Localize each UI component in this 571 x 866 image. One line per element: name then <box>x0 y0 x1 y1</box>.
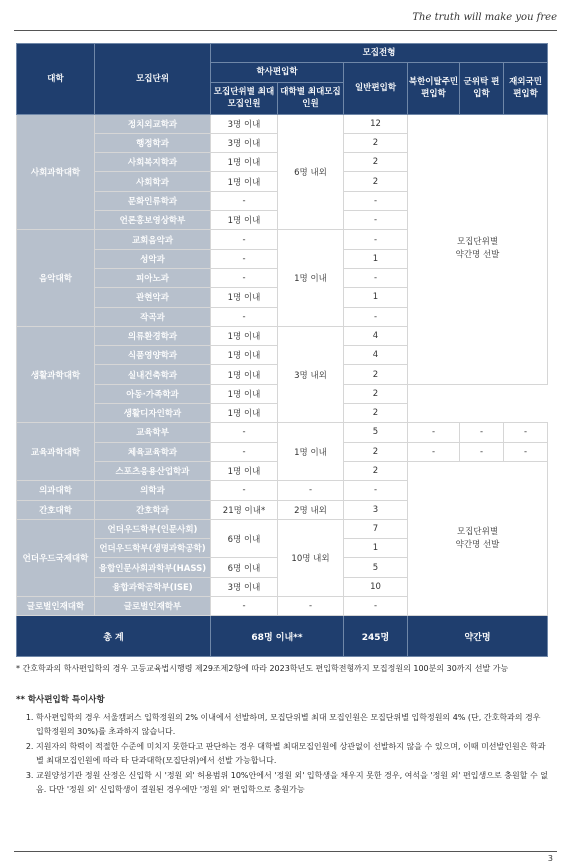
unit-max: 1명 이내 <box>211 211 278 230</box>
unit-max: 1명 이내 <box>211 326 278 345</box>
unit-name: 관현악과 <box>95 288 211 307</box>
motto: The truth will make you free <box>412 12 557 23</box>
unit-max: - <box>211 423 278 442</box>
general-count: 1 <box>344 539 408 558</box>
bottom-rule <box>14 851 557 852</box>
header-unit-max: 모집단위별 최대모집인원 <box>211 82 278 114</box>
note-list <box>16 711 549 796</box>
college-name: 간호대학 <box>17 500 95 519</box>
notes <box>16 662 549 798</box>
unit-name: 융합과학공학부(ISE) <box>95 577 211 596</box>
unit-max: - <box>211 481 278 500</box>
general-count: 5 <box>344 558 408 577</box>
unit-name: 식품영양학과 <box>95 346 211 365</box>
general-count: 2 <box>344 384 408 403</box>
general-count: 4 <box>344 326 408 345</box>
unit-max: 3명 이내 <box>211 114 278 133</box>
general-count: - <box>344 191 408 210</box>
college-max: 1명 이내 <box>278 423 344 481</box>
college-name: 글로벌인재대학 <box>17 597 95 616</box>
unit-name: 사회복지학과 <box>95 153 211 172</box>
unit-name: 교육학부 <box>95 423 211 442</box>
unit-name: 글로벌인재학부 <box>95 597 211 616</box>
general-count: - <box>344 230 408 249</box>
general-count: 2 <box>344 172 408 191</box>
unit-max: 1명 이내 <box>211 365 278 384</box>
header-military: 군위탁 편입학 <box>460 63 504 114</box>
unit-max: 3명 이내 <box>211 577 278 596</box>
admission-table <box>16 43 548 657</box>
nk-count: - <box>408 423 460 442</box>
general-count: - <box>344 307 408 326</box>
header-college-max: 대학별 최대모집인원 <box>278 82 344 114</box>
header-overseas: 재외국민 편입학 <box>504 63 548 114</box>
nk-count: - <box>408 442 460 461</box>
unit-max: 1명 이내 <box>211 384 278 403</box>
note-item: 1. 학사편입학의 경우 서울캠퍼스 입학정원의 2% 이내에서 선발하며, 모집단위별 최대 모집인원은 모집단위별 입학정원의 4% (단, 간호학과의 경우 입학정원의 30%)를 초과하지 않습니다. <box>36 711 549 738</box>
general-count: 2 <box>344 365 408 384</box>
total-general: 245명 <box>344 616 408 657</box>
general-count: - <box>344 211 408 230</box>
unit-max: 6명 이내 <box>211 558 278 577</box>
unit-name: 실내건축학과 <box>95 365 211 384</box>
unit-max: - <box>211 268 278 287</box>
note-item: 2. 지원자의 학력이 적절한 수준에 미치지 못한다고 판단하는 경우 대학별 최대모집인원에 상관없이 선발하지 않을 수 있으며, 이때 미선발인원은 학과별 최대모집인원에 따라 타 단과대학(모집단위)에서 선발 가능합니다. <box>36 740 549 767</box>
general-count: 5 <box>344 423 408 442</box>
general-count: 2 <box>344 153 408 172</box>
general-count: 2 <box>344 461 408 480</box>
unit-name: 정치외교학과 <box>95 114 211 133</box>
college-max: 6명 내외 <box>278 114 344 230</box>
college-name: 교육과학대학 <box>17 423 95 481</box>
overseas-count: - <box>504 442 548 461</box>
unit-name: 언더우드학부(생명과학공학) <box>95 539 211 558</box>
college-name: 의과대학 <box>17 481 95 500</box>
unit-name: 성악과 <box>95 249 211 268</box>
unit-name: 교회음악과 <box>95 230 211 249</box>
unit-max: 1명 이내 <box>211 172 278 191</box>
unit-name: 융합인문사회과학부(HASS) <box>95 558 211 577</box>
unit-max: 1명 이내 <box>211 461 278 480</box>
unit-max: 3명 이내 <box>211 133 278 152</box>
unit-max: 1명 이내 <box>211 346 278 365</box>
military-count: - <box>460 442 504 461</box>
general-count: 3 <box>344 500 408 519</box>
unit-name: 언론홍보영상학부 <box>95 211 211 230</box>
unit-max: 6명 이내 <box>211 519 278 558</box>
overseas-count: - <box>504 423 548 442</box>
header-general: 일반편입학 <box>344 63 408 114</box>
total-transfer: 68명 이내** <box>211 616 344 657</box>
unit-name: 스포츠응용산업학과 <box>95 461 211 480</box>
unit-max: - <box>211 249 278 268</box>
general-count: - <box>344 268 408 287</box>
unit-name: 작곡과 <box>95 307 211 326</box>
general-count: 2 <box>344 133 408 152</box>
college-name: 사회과학대학 <box>17 114 95 230</box>
page-number: 3 <box>547 854 553 863</box>
unit-name: 간호학과 <box>95 500 211 519</box>
header-college: 대학 <box>17 44 95 115</box>
unit-name: 아동·가족학과 <box>95 384 211 403</box>
general-count: 1 <box>344 288 408 307</box>
general-count: 4 <box>344 346 408 365</box>
college-max: - <box>278 597 344 616</box>
general-count: - <box>344 597 408 616</box>
unit-name: 사회학과 <box>95 172 211 191</box>
college-max: 1명 이내 <box>278 230 344 326</box>
header-transfer: 학사편입학 <box>211 63 344 82</box>
unit-max: - <box>211 307 278 326</box>
unit-name: 언더우드학부(인문사회) <box>95 519 211 538</box>
note-star: * 간호학과의 학사편입학의 경우 고등교육법시행령 제29조제2항에 따라 2023학년도 편입학전형까지 모집정원의 100분의 30까지 선발 가능 <box>16 664 509 673</box>
unit-max: - <box>211 442 278 461</box>
special-merged-a: 모집단위별 약간명 선발 <box>408 114 548 384</box>
unit-max: 1명 이내 <box>211 404 278 423</box>
total-special: 약간명 <box>408 616 548 657</box>
general-count: 2 <box>344 404 408 423</box>
general-count: 12 <box>344 114 408 133</box>
unit-max: - <box>211 191 278 210</box>
general-count: 1 <box>344 249 408 268</box>
college-max: 10명 내외 <box>278 519 344 596</box>
unit-max: - <box>211 597 278 616</box>
unit-name: 행정학과 <box>95 133 211 152</box>
general-count: - <box>344 481 408 500</box>
unit-name: 체육교육학과 <box>95 442 211 461</box>
top-rule <box>14 30 557 31</box>
general-count: 2 <box>344 442 408 461</box>
header-admission: 모집전형 <box>211 44 548 63</box>
college-name: 생활과학대학 <box>17 326 95 422</box>
special-merged-b: 모집단위별 약간명 선발 <box>408 461 548 615</box>
unit-max: 21명 이내* <box>211 500 278 519</box>
college-name: 음악대학 <box>17 230 95 326</box>
unit-name: 문화인류학과 <box>95 191 211 210</box>
note-heading: ** 학사편입학 특이사항 <box>16 694 105 705</box>
college-max: - <box>278 481 344 500</box>
header-unit: 모집단위 <box>95 44 211 115</box>
unit-name: 피아노과 <box>95 268 211 287</box>
unit-name: 생활디자인학과 <box>95 404 211 423</box>
note-item: 3. 교원양성기관 정원 산정은 신입학 시 '정원 외' 허용범위 10%안에서 '정원 외' 입학생을 채우지 못한 경우, 여석을 '정원 외' 편입생으로 충원할 수 없음. 다만 '정원 외' 신입학생이 결원된 경우에만 '정원 외' 편입학으로 충원가능 <box>36 769 549 796</box>
total-label: 총 계 <box>17 616 211 657</box>
unit-name: 의학과 <box>95 481 211 500</box>
college-max: 2명 내외 <box>278 500 344 519</box>
unit-max: 1명 이내 <box>211 288 278 307</box>
college-name: 언더우드국제대학 <box>17 519 95 596</box>
general-count: 10 <box>344 577 408 596</box>
unit-max: 1명 이내 <box>211 153 278 172</box>
college-max: 3명 내외 <box>278 326 344 422</box>
general-count: 7 <box>344 519 408 538</box>
unit-name: 의류환경학과 <box>95 326 211 345</box>
header-nk: 북한이탈주민 편입학 <box>408 63 460 114</box>
military-count: - <box>460 423 504 442</box>
unit-max: - <box>211 230 278 249</box>
